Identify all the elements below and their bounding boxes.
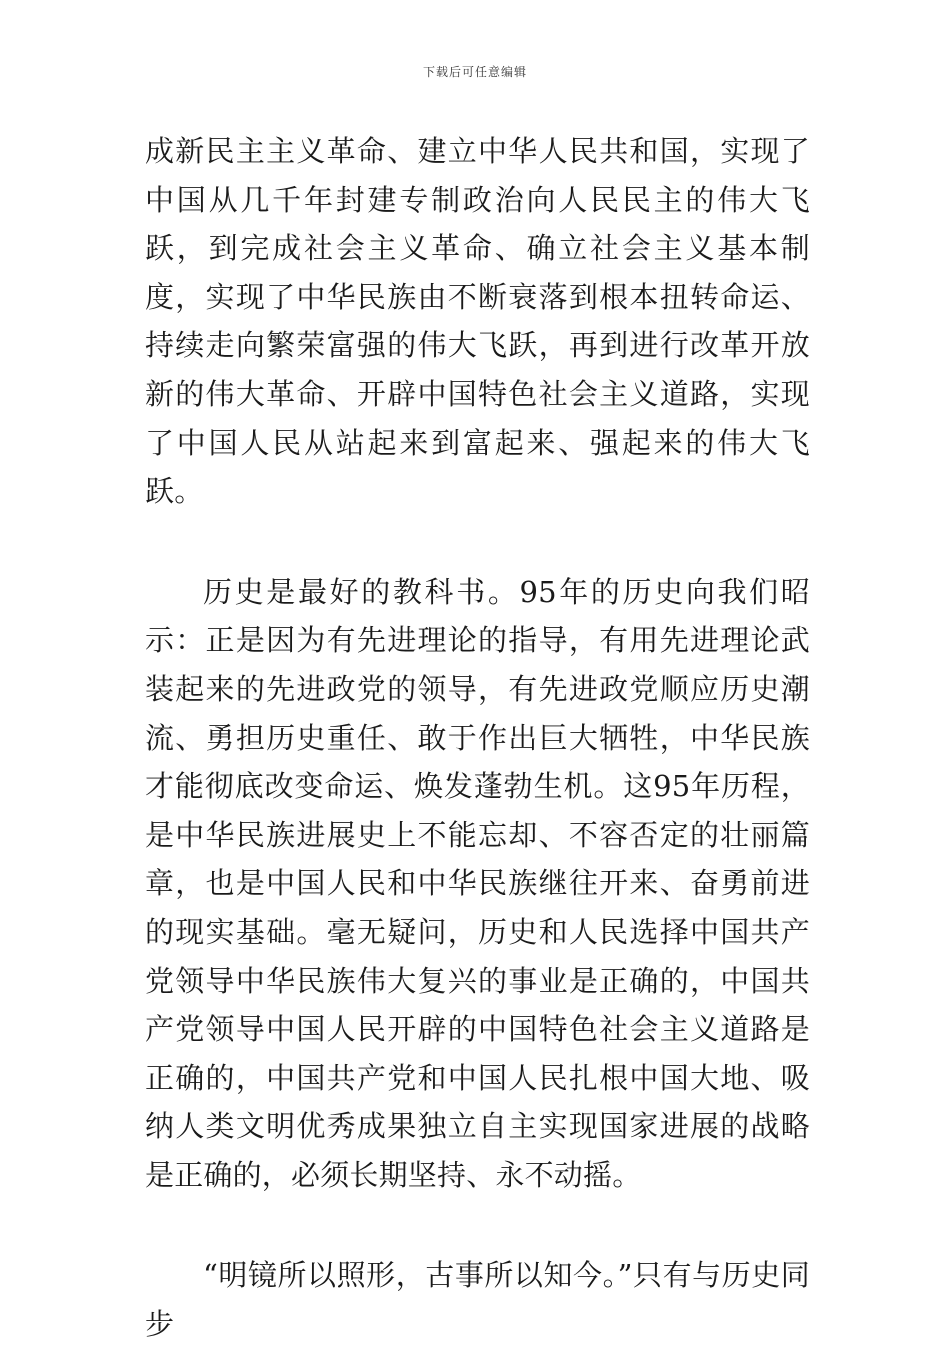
paragraph-1: 成新民主主义革命、建立中华人民共和国，实现了中国从几千年封建专制政治向人民民主的伟大飞跃，到完成社会主义革命、确立社会主义基本制度，实现了中华民族由不断衰落到根本扭转命运、持续走向繁荣富强的伟大飞跃，再到进行改革开放新的伟大革命、开辟中国特色社会主义道路，实现了中国人民从站起来到富起来、强起来的伟大飞跃。 [145, 134, 810, 509]
paragraph-gap [145, 1199, 810, 1251]
page-header: 下载后可任意编辑 [422, 65, 527, 79]
document-body [145, 127, 810, 1349]
paragraph-2: 历史是最好的教科书。95年的历史向我们昭示：正是因为有先进理论的指导，有用先进理论武装起来的先进政党的领导，有先进政党顺应历史潮流、勇担历史重任、敢于作出巨大牺牲，中华民族才能彻底改变命运、焕发蓬勃生机。这95年历程，是中华民族进展史上不能忘却、不容否定的壮丽篇章，也是中国人民和中华民族继往开来、奋勇前进的现实基础。毫无疑问，历史和人民选择中国共产党领导中华民族伟大复兴的事业是正确的，中国共产党领导中国人民开辟的中国特色社会主义道路是正确的，中国共产党和中国人民扎根中国大地、吸纳人类文明优秀成果独立自主实现国家进展的战略是正确的，必须长期坚持、永不动摇。 [145, 574, 810, 1192]
paragraph-3: “明镜所以照形，古事所以知今。”只有与历史同步 [145, 1258, 810, 1342]
paragraph-gap [145, 516, 810, 568]
